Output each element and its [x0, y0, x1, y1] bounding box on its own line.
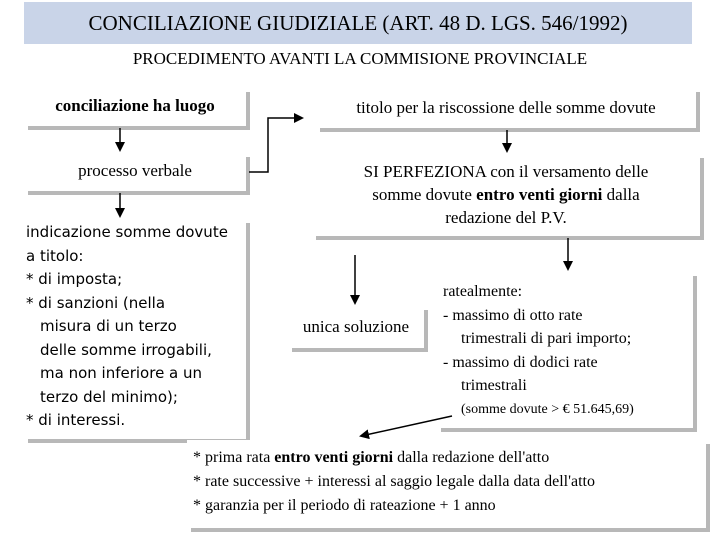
rate-detail-line: * garanzia per il periodo di rateazione + 1 anno — [193, 497, 496, 514]
rate-detail-text: dalla redazione dell'atto — [393, 449, 550, 466]
perfeziona-bold: entro venti giorni — [476, 185, 603, 204]
page-title: CONCILIAZIONE GIUDIZIALE (ART. 48 D. LGS. 546/1992) — [24, 2, 692, 44]
rateale-line: (somme dovute > € 51.645,69) — [461, 401, 634, 417]
indicazione-line: misura di un terzo — [40, 317, 177, 335]
rateale-line: trimestrali di pari importo; — [461, 330, 632, 347]
perfeziona-text: dalla — [602, 185, 640, 204]
indicazione-line: ma non inferiore a un — [40, 364, 203, 382]
rate-detail-line: * rate successive + interessi al saggio legale dalla data dell'atto — [193, 473, 595, 490]
rate-detail-text: * prima rata — [193, 449, 275, 466]
titolo-riscossione-box: titolo per la riscossione delle somme dovute — [316, 88, 696, 128]
unica-soluzione-box: unica soluzione — [288, 306, 424, 348]
indicazione-line: delle somme irrogabili, — [40, 340, 212, 359]
processo-verbale-box: processo verbale — [24, 153, 246, 191]
perfeziona-text: somme dovute — [372, 185, 477, 204]
conciliazione-box: conciliazione ha luogo — [24, 88, 246, 126]
indicazione-line: * di imposta; — [26, 270, 123, 288]
indicazione-line: * di interessi. — [26, 411, 126, 429]
indicazione-line: * di sanzioni (nella — [26, 293, 166, 312]
rateale-line: - massimo di otto rate — [443, 306, 583, 324]
rateale-line: trimestrali — [461, 377, 527, 394]
perfeziona-line: redazione del P.V. — [445, 208, 567, 227]
indicazione-line: indicazione somme dovute — [26, 223, 228, 241]
rateale-line: - massimo di dodici rate — [443, 353, 598, 371]
perfeziona-line: SI PERFEZIONA con il versamento delle — [363, 162, 649, 181]
arrow-rateale-to-details — [361, 416, 452, 436]
indicazione-line: terzo del minimo); — [40, 387, 178, 406]
page-subtitle: PROCEDIMENTO AVANTI LA COMMISIONE PROVINCIALE — [132, 49, 588, 68]
arrow-processo-to-titolo — [249, 118, 302, 172]
indicazione-line: a titolo: — [26, 246, 84, 265]
rate-detail-bold: entro venti giorni — [274, 449, 394, 466]
rateale-line: ratealmente: — [443, 283, 523, 300]
